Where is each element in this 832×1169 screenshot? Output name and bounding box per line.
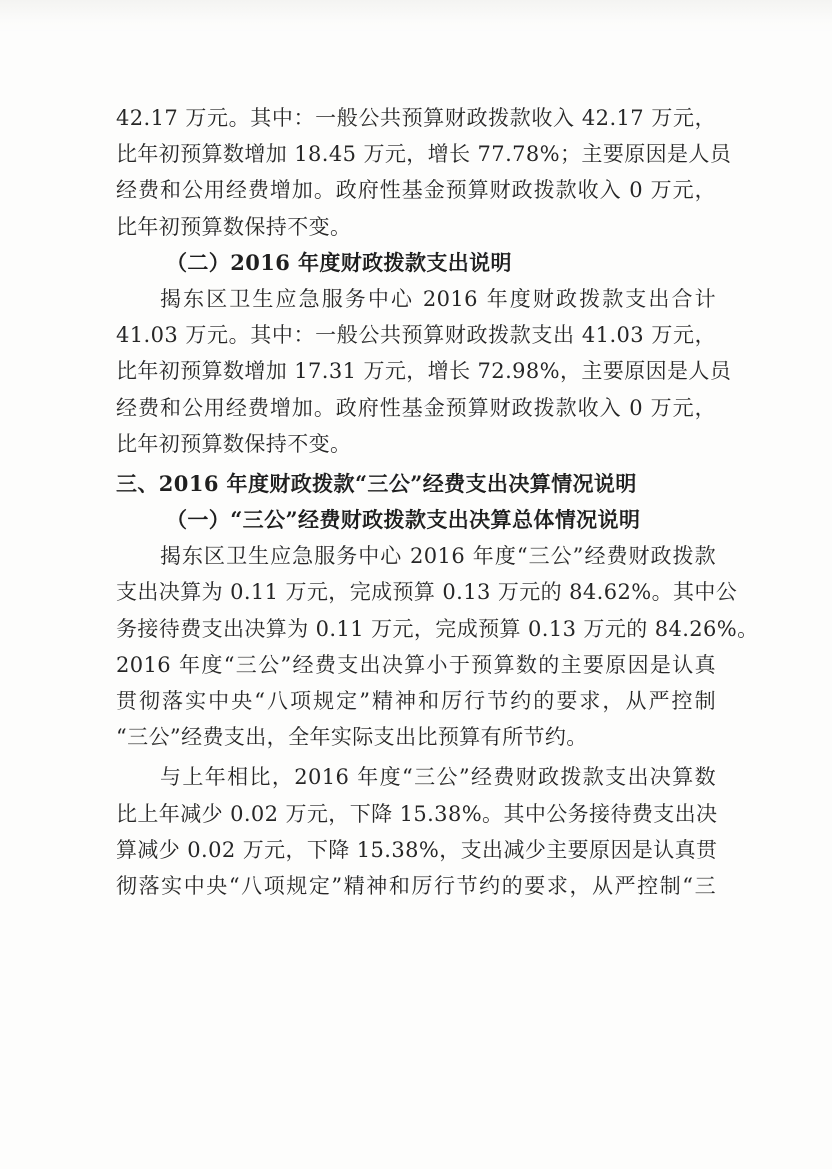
paragraph-line: 比年初预算数增加 17.31 万元，增长 72.98%，主要原因是人员: [116, 359, 732, 384]
paragraph-line: 支出决算为 0.11 万元，完成预算 0.13 万元的 84.62%。其中公: [116, 580, 738, 605]
paragraph-line: 算减少 0.02 万元，下降 15.38%，支出减少主要原因是认真贯: [116, 837, 718, 862]
paragraph-line: 2016 年度“三公”经费支出决算小于预算数的主要原因是认真: [116, 652, 716, 677]
paragraph-line: 务接待费支出决算为 0.11 万元，完成预算 0.13 万元的 84.26%。: [116, 616, 759, 641]
scan-edge-shading: [0, 0, 832, 34]
paragraph-line: 与上年相比，2016 年度“三公”经费财政拨款支出决算数: [160, 765, 716, 790]
paragraph-line: 41.03 万元。其中：一般公共预算财政拨款支出 41.03 万元，: [116, 323, 716, 348]
paragraph-line: 贯彻落实中央“八项规定”精神和厉行节约的要求，从严控制: [116, 689, 716, 713]
paragraph-line: 经费和公用经费增加。政府性基金预算财政拨款收入 0 万元，: [116, 395, 716, 420]
section-heading-fiscal-expenditure: （二）2016 年度财政拨款支出说明: [166, 249, 512, 275]
paragraph-line: 42.17 万元。其中：一般公共预算财政拨款收入 42.17 万元，: [116, 106, 716, 130]
paragraph-line: 揭东区卫生应急服务中心 2016 年度财政拨款支出合计: [160, 286, 716, 311]
paragraph-line: 经费和公用经费增加。政府性基金预算财政拨款收入 0 万元，: [116, 178, 716, 203]
paragraph-line: 比上年减少 0.02 万元，下降 15.38%。其中公务接待费支出决: [116, 801, 718, 826]
section-heading-three-public-expenses: 三、2016 年度财政拨款“三公”经费支出决算情况说明: [116, 470, 637, 496]
paragraph-line: “三公”经费支出，全年实际支出比预算有所节约。: [116, 725, 588, 750]
paragraph-line: 比年初预算数增加 18.45 万元，增长 77.78%；主要原因是人员: [116, 142, 732, 167]
subsection-heading-overall: （一）“三公”经费财政拨款支出决算总体情况说明: [166, 507, 641, 533]
paragraph-line: 彻落实中央“八项规定”精神和厉行节约的要求，从严控制“三: [116, 873, 716, 898]
document-body: [116, 100, 759, 904]
paragraph-line: 揭东区卫生应急服务中心 2016 年度“三公”经费财政拨款: [160, 544, 716, 569]
paragraph-line: 比年初预算数保持不变。: [116, 431, 352, 456]
paragraph-line: 比年初预算数保持不变。: [116, 214, 352, 239]
